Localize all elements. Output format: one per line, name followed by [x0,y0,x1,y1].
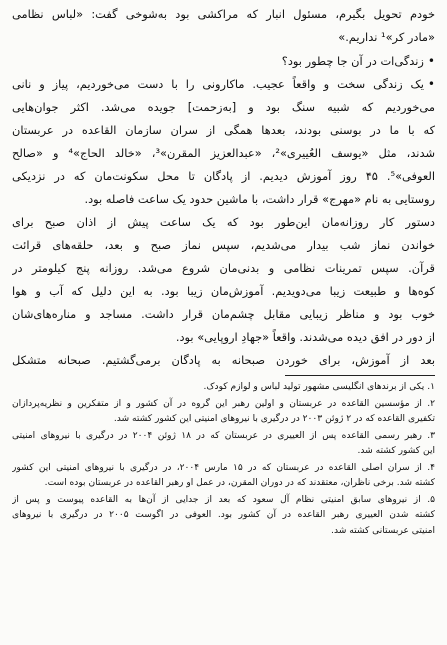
text-line: خواندن نماز شب بیدار می‌شدیم، سپس نماز صبح و بعد، حلقه‌های قرائت [12,238,435,252]
footnote-line: این کشور کشته شد. [357,446,435,456]
footnote-line: امنیتی عربستانی کشته شد. [331,525,435,536]
text-line: کوه‌ها و طبیعت زیبا می‌دویدیم. آموزش‌مان زیبا بود. به این دلیل که آب و هوا [12,284,435,298]
text-line: شدند، مثل «یوسف العُییری»²، «عبدالعزیز المقرن»³، «خالد الحاج»⁴ و «صالح [12,146,435,160]
text-line: بعد از آموزش، برای خوردن صبحانه به پادگان برمی‌گشتیم. صبحانه متشکل [12,353,435,367]
footnotes [12,380,435,539]
body-text [12,3,435,372]
text-line: روستایی به نام «مهرج» قرار داشت، با ماشین حدود یک ساعت فاصله بود. [84,192,435,206]
question-line [12,50,435,73]
question-text: زندگی‌ات در آن جا چطور بود؟ [281,54,424,68]
footnote-line: کشته شدن العییری رهبر القاعده در آن کشور بود. العوفی در اگوست ۲۰۰۵ در درگیری با نیروهای [12,510,435,520]
text-line: که با ما در بوسنی بودند، بعدها همگی از سران سازمان القاعده در عربستان [12,123,435,137]
text-line: خودم تحویل بگیرم، مسئول انبار که مراکشی بود به‌شوخی گفت: «لباس نظامی [12,7,435,21]
bullet-icon: • [427,54,435,68]
text-line: خوب بود و مناظر زیبایی مقابل چشم‌مان قرار داشت. مساجد و مناره‌های‌شان [12,307,435,321]
text-line: قرآن. سپس تمرینات نظامی و بدنی‌مان شروع می‌شد. روزانه پنج کیلومتر در [12,261,435,275]
text-line: می‌خوردیم که شبیه سنگ بود و [به‌زحمت] جویده می‌شد. اکثر جوان‌هایی [12,100,435,114]
bullet-icon: • [427,77,435,91]
footnote-line: ۵. از نیروهای سابق امنیتی نظام آل سعود که بعد از جدایی از آن‌ها به القاعده پیوست و پس از [12,494,435,505]
footnote-line: ۱. یکی از برندهای انگلیسی مشهور تولید لباس و لوازم کودک. [203,382,435,392]
answer-text: یک زندگی سخت و واقعاً عجیب. ماکارونی را با دست می‌خوردیم، پیاز و نانی [12,77,424,91]
footnote-line: ۲. از مؤسسین القاعده در عربستان و اولین رهبر این گروه در آن کشور و از متفکرین و نظریه‌پردازان [12,398,435,409]
footnote-3 [12,429,435,460]
footnote-2 [12,397,435,428]
footnote-4 [12,461,435,492]
footnote-5 [12,493,435,540]
answer-line [12,73,435,96]
footnote-line: ۴. از سران اصلی القاعده در عربستان که در ۱۵ مارس ۲۰۰۴، در درگیری با نیروهای امنیتی این کشور [12,462,435,473]
text-line: العوفی»⁵. ۴۵ روز آموزش دیدیم. از پادگان تا محل سکونت‌مان که در نزدیکی [12,169,435,183]
text-line: «مادر کر»¹ نداریم.» [338,30,435,44]
footnote-line: تکفیری القاعده که در ۲ ژوئن ۲۰۰۳ در درگیری با نیروهای امنیتی این کشور کشته شد. [113,414,435,424]
text-line: دستور کار روزانه‌مان این‌طور بود که یک ساعت پیش از اذان صبح برای [12,215,435,229]
footnote-divider [285,375,435,376]
footnote-1 [12,380,435,396]
footnote-line: ۳. رهبر رسمی القاعده پس از العییری در عربستان که در ۱۸ ژوئن ۲۰۰۴ در درگیری با نیروهای امنیتی [12,430,435,441]
text-line: از دور در افق دیده می‌شدند. واقعاً «جهادِ اروپایی» بود. [175,330,435,344]
footnote-line: کشته شد. برخی ناظران، معتقدند که در دوران المقرن، در عمل او رهبر القاعده در عربستان بوده است. [44,478,435,488]
